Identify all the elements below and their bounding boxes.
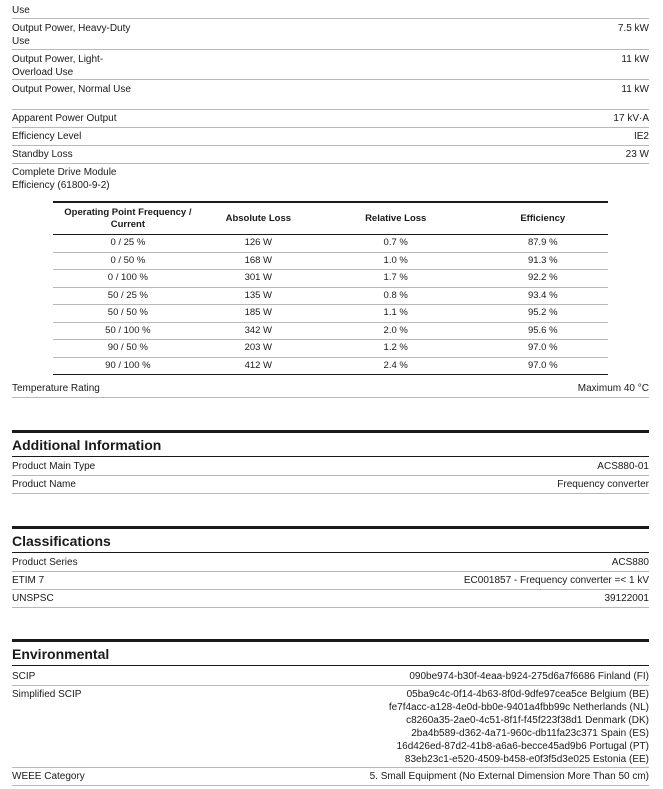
table-cell: 0 / 25 % — [53, 235, 203, 253]
table-cell: 2.4 % — [314, 357, 478, 375]
property-row-use — [12, 0, 649, 19]
table-cell: 87.9 % — [478, 235, 608, 253]
classification-properties — [12, 554, 649, 608]
scip-entry: 05ba9c4c-0f14-4b63-8f0d-9dfe97cea5ce Belgium (BE) — [406, 689, 649, 700]
property-label: Output Power, Heavy-Duty Use — [12, 23, 131, 47]
table-cell: 2.0 % — [314, 322, 478, 340]
section-title-environmental: Environmental — [12, 639, 649, 666]
property-value: 7.5 kW — [617, 23, 649, 34]
table-cell: 1.0 % — [314, 252, 478, 270]
table-cell: 185 W — [203, 305, 314, 323]
property-row-scip — [12, 668, 649, 686]
property-label: Temperature Rating — [12, 383, 100, 394]
table-cell: 126 W — [203, 235, 314, 253]
table-cell: 50 / 100 % — [53, 322, 203, 340]
table-cell: 95.6 % — [478, 322, 608, 340]
efficiency-table-header — [53, 202, 608, 235]
property-value: 23 W — [625, 149, 649, 160]
column-header: Operating Point Frequency / Current — [53, 202, 203, 235]
property-value: 11 kW — [621, 84, 649, 95]
property-value: IE2 — [633, 131, 649, 142]
property-row-main-type — [12, 458, 649, 476]
property-value: 11 kW — [621, 54, 649, 65]
property-row-weee — [12, 768, 649, 786]
section-title-additional: Additional Information — [12, 430, 649, 457]
table-cell: 93.4 % — [478, 287, 608, 305]
property-row-product-series — [12, 554, 649, 572]
property-label: Efficiency Level — [12, 131, 82, 142]
column-header: Absolute Loss — [203, 202, 314, 235]
table-cell: 90 / 50 % — [53, 340, 203, 358]
property-label: Simplified SCIP — [12, 689, 82, 700]
scip-entry: 2ba4b589-d362-4a71-960c-db11fa23c371 Spain (ES) — [411, 728, 649, 739]
property-value: ACS880-01 — [597, 461, 649, 472]
table-cell: 0 / 100 % — [53, 270, 203, 288]
table-cell: 168 W — [203, 252, 314, 270]
table-cell: 50 / 50 % — [53, 305, 203, 323]
table-cell: 301 W — [203, 270, 314, 288]
column-header: Efficiency — [478, 202, 608, 235]
table-cell: 0 / 50 % — [53, 252, 203, 270]
property-row-temperature — [12, 380, 649, 398]
property-value: 39122001 — [604, 593, 649, 604]
property-row-drive-efficiency — [12, 164, 649, 194]
property-row-standby-loss — [12, 146, 649, 164]
column-header: Relative Loss — [314, 202, 478, 235]
property-value: Frequency converter — [557, 479, 649, 490]
property-value: 17 kV·A — [613, 113, 649, 124]
property-row-product-name — [12, 476, 649, 494]
environmental-properties — [12, 668, 649, 786]
property-value: Maximum 40 °C — [577, 383, 649, 394]
table-row — [53, 340, 608, 358]
table-cell: 50 / 25 % — [53, 287, 203, 305]
table-cell: 135 W — [203, 287, 314, 305]
table-cell: 342 W — [203, 322, 314, 340]
table-cell: 0.7 % — [314, 235, 478, 253]
property-label: Product Name — [12, 479, 76, 490]
table-row — [53, 357, 608, 375]
table-cell: 95.2 % — [478, 305, 608, 323]
table-cell: 0.8 % — [314, 287, 478, 305]
property-row-normal-use — [12, 80, 649, 110]
property-row-simplified-scip — [12, 686, 649, 768]
table-cell: 203 W — [203, 340, 314, 358]
table-cell: 1.2 % — [314, 340, 478, 358]
property-label: Product Main Type — [12, 461, 96, 472]
property-label: Complete Drive Module Efficiency (61800-9-2) — [12, 167, 117, 191]
temperature-block — [12, 380, 649, 398]
property-label: UNSPSC — [12, 593, 54, 604]
table-row — [53, 235, 608, 253]
table-cell: 91.3 % — [478, 252, 608, 270]
property-label: ETIM 7 — [12, 575, 45, 586]
property-label: Output Power, Light-Overload Use — [12, 54, 104, 78]
property-value: 090be974-b30f-4eaa-b924-275d6a7f6686 Finland (FI) — [409, 671, 649, 682]
property-label: Apparent Power Output — [12, 113, 117, 124]
property-label: Use — [12, 5, 30, 16]
table-row — [53, 270, 608, 288]
scip-entry: c8260a35-2ae0-4c51-8f1f-f45f223f38d1 Denmark (DK) — [406, 715, 649, 726]
table-row — [53, 287, 608, 305]
table-cell: 1.1 % — [314, 305, 478, 323]
property-row-light-overload — [12, 50, 649, 80]
table-row — [53, 322, 608, 340]
table-cell: 1.7 % — [314, 270, 478, 288]
table-row — [53, 305, 608, 323]
property-row-apparent-power — [12, 110, 649, 128]
technical-properties — [12, 0, 649, 194]
property-value: 5. Small Equipment (No External Dimension More Than 50 cm) — [369, 771, 649, 782]
property-value: ACS880 — [611, 557, 649, 568]
scip-entry: 83eb23c1-e520-4509-b458-e0f3f5d3e025 Estonia (EE) — [404, 754, 649, 765]
property-label: Standby Loss — [12, 149, 73, 160]
property-row-etim — [12, 572, 649, 590]
property-value-list — [389, 688, 649, 766]
scip-entry: 16d426ed-87d2-41b8-a6a6-becce45ad9b6 Portugal (PT) — [396, 741, 649, 752]
section-title-classifications: Classifications — [12, 526, 649, 553]
property-label: SCIP — [12, 671, 36, 682]
efficiency-table — [53, 201, 608, 375]
property-label: WEEE Category — [12, 771, 85, 782]
property-value: EC001857 - Frequency converter =< 1 kV — [463, 575, 649, 586]
scip-entry: fe7f4acc-a128-4e0d-bb0e-9401a4fbb99c Netherlands (NL) — [388, 702, 649, 713]
property-row-heavy-duty — [12, 19, 649, 50]
property-label: Product Series — [12, 557, 78, 568]
table-cell: 92.2 % — [478, 270, 608, 288]
table-row — [53, 252, 608, 270]
additional-properties — [12, 458, 649, 494]
table-cell: 412 W — [203, 357, 314, 375]
table-cell: 90 / 100 % — [53, 357, 203, 375]
property-row-unspsc — [12, 590, 649, 608]
table-cell: 97.0 % — [478, 340, 608, 358]
property-label: Output Power, Normal Use — [12, 84, 131, 95]
table-cell: 97.0 % — [478, 357, 608, 375]
property-row-efficiency-level — [12, 128, 649, 146]
